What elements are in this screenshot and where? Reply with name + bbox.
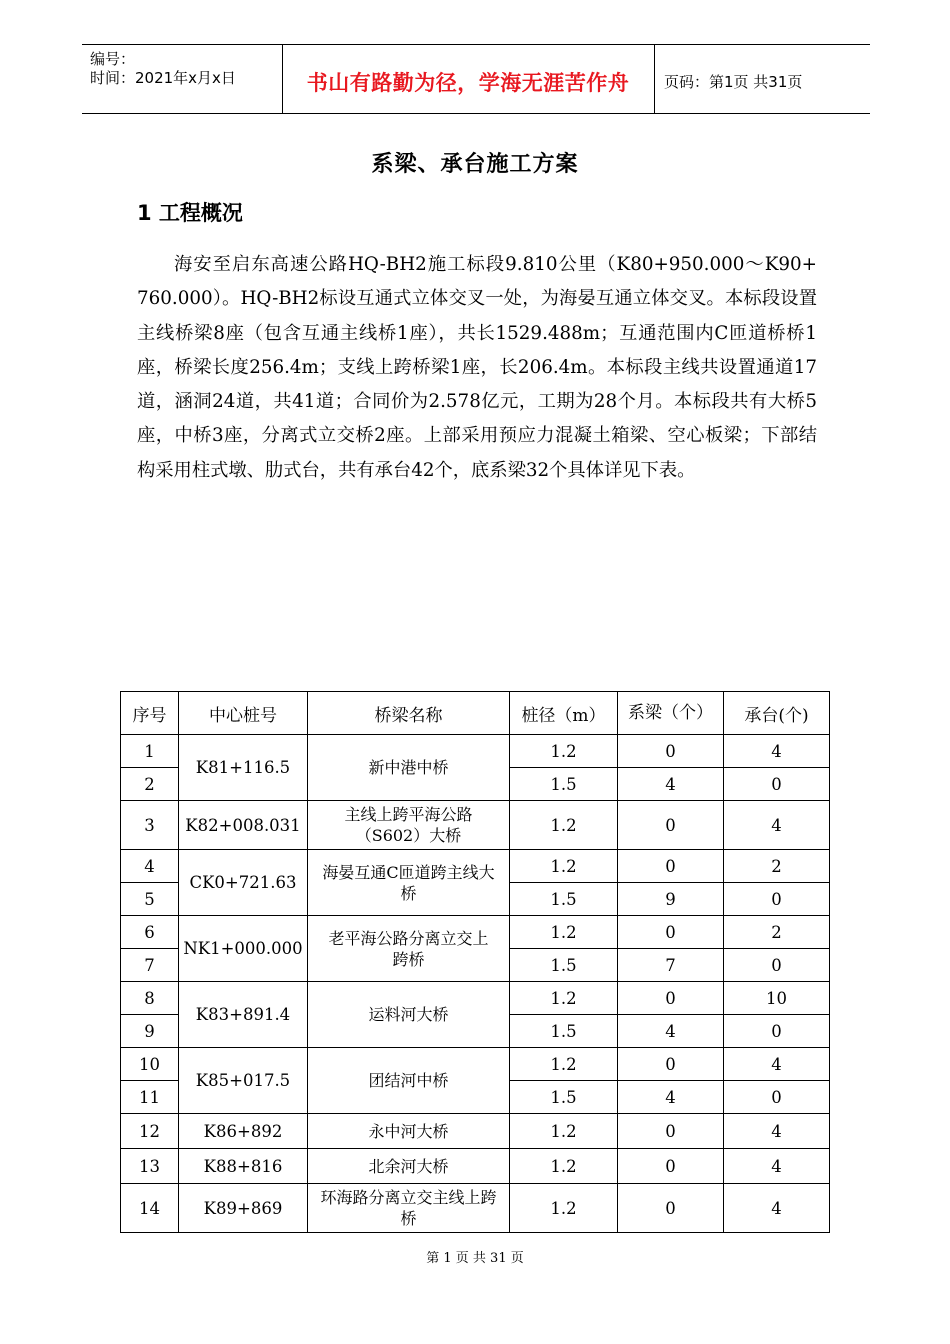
cell-cap: 0 bbox=[724, 1081, 830, 1114]
cell-bridge-name bbox=[308, 1184, 510, 1233]
cell-cap: 0 bbox=[724, 1015, 830, 1048]
cell-diameter: 1.5 bbox=[510, 768, 618, 801]
cell-diameter: 1.2 bbox=[510, 801, 618, 850]
header-cell-no: 序号 bbox=[121, 692, 179, 735]
cell-bridge-name bbox=[308, 916, 510, 982]
table-row bbox=[121, 982, 830, 1015]
cell-diameter: 1.5 bbox=[510, 883, 618, 916]
cell-beam: 4 bbox=[618, 1081, 724, 1114]
header-slogan-cell bbox=[282, 45, 655, 113]
cell-no: 6 bbox=[121, 916, 179, 949]
cell-station: K86+892 bbox=[179, 1114, 308, 1149]
cell-bridge-name: 北余河大桥 bbox=[308, 1149, 510, 1184]
header-cell-diameter: 桩径（m） bbox=[510, 692, 618, 735]
cell-cap: 2 bbox=[724, 916, 830, 949]
cell-station: K85+017.5 bbox=[179, 1048, 308, 1114]
cell-cap: 0 bbox=[724, 768, 830, 801]
cell-cap: 10 bbox=[724, 982, 830, 1015]
cell-diameter: 1.2 bbox=[510, 916, 618, 949]
cell-no: 2 bbox=[121, 768, 179, 801]
bridge-name-text: 环海路分离立交主线上跨桥 bbox=[320, 1188, 497, 1228]
cell-diameter: 1.5 bbox=[510, 1081, 618, 1114]
document-title: 系梁、承台施工方案 bbox=[371, 152, 579, 177]
cell-no: 1 bbox=[121, 735, 179, 768]
cell-diameter: 1.2 bbox=[510, 1114, 618, 1149]
cell-diameter: 1.2 bbox=[510, 1184, 618, 1233]
table-row bbox=[121, 1184, 830, 1233]
cell-beam: 0 bbox=[618, 982, 724, 1015]
header-cell-name: 桥梁名称 bbox=[308, 692, 510, 735]
header-cell-cap: 承台(个) bbox=[724, 692, 830, 735]
section-title: 1 工程概况 bbox=[137, 201, 243, 225]
cell-beam: 0 bbox=[618, 1184, 724, 1233]
cell-diameter: 1.5 bbox=[510, 949, 618, 982]
cell-diameter: 1.2 bbox=[510, 1048, 618, 1081]
table-row bbox=[121, 1048, 830, 1081]
cell-cap: 4 bbox=[724, 1114, 830, 1149]
cell-bridge-name: 运料河大桥 bbox=[308, 982, 510, 1048]
cell-cap: 0 bbox=[724, 949, 830, 982]
cell-beam: 0 bbox=[618, 850, 724, 883]
page-info: 页码：第1页 共31页 bbox=[664, 73, 803, 91]
cell-no: 12 bbox=[121, 1114, 179, 1149]
cell-cap: 4 bbox=[724, 735, 830, 768]
slogan: 书山有路勤为径，学海无涯苦作舟 bbox=[306, 71, 630, 95]
cell-diameter: 1.2 bbox=[510, 982, 618, 1015]
cell-diameter: 1.2 bbox=[510, 850, 618, 883]
table-header-row bbox=[121, 692, 830, 735]
cell-beam: 0 bbox=[618, 1149, 724, 1184]
cell-no: 14 bbox=[121, 1184, 179, 1233]
cell-beam: 9 bbox=[618, 883, 724, 916]
cell-bridge-name bbox=[308, 850, 510, 916]
cell-no: 11 bbox=[121, 1081, 179, 1114]
cell-bridge-name: 永中河大桥 bbox=[308, 1114, 510, 1149]
serial-label: 编号： bbox=[90, 50, 136, 68]
cell-no: 7 bbox=[121, 949, 179, 982]
header-cell-beam: 系梁（个） bbox=[618, 692, 724, 735]
cell-beam: 0 bbox=[618, 1114, 724, 1149]
cell-beam: 0 bbox=[618, 735, 724, 768]
cell-beam: 7 bbox=[618, 949, 724, 982]
cell-no: 9 bbox=[121, 1015, 179, 1048]
cell-cap: 4 bbox=[724, 1149, 830, 1184]
cell-diameter: 1.5 bbox=[510, 1015, 618, 1048]
cell-no: 10 bbox=[121, 1048, 179, 1081]
cell-no: 3 bbox=[121, 801, 179, 850]
cell-beam: 4 bbox=[618, 1015, 724, 1048]
page-footer: 第 1 页 共 31 页 bbox=[426, 1251, 524, 1266]
cell-station: K89+869 bbox=[179, 1184, 308, 1233]
cell-cap: 2 bbox=[724, 850, 830, 883]
overview-paragraph: 海安至启东高速公路HQ-BH2施工标段9.810公里（K80+950.000～K90+ 760.000）。HQ-BH2标设互通式立体交叉一处，为海晏互通立体交叉。本标段设置主线桥梁8座（包含互通主线桥1座），共长1529.488m；互通范围内C匝道桥桥1座，桥梁长度256.4m；支线上跨桥梁1座，长206.4m。本标段主线共设置通道17道，涵洞24道，共41道；合同价为2.578亿元，工期为28个月。本标段共有大桥5座，中桥3座，分离式立交桥2座。上部采用预应力混凝土箱梁、空心板梁；下部结构采用柱式墩、肋式台，共有承台42个，底系梁32个具体详见下表。 bbox=[137, 254, 817, 481]
cell-bridge-name: 团结河中桥 bbox=[308, 1048, 510, 1114]
cell-no: 5 bbox=[121, 883, 179, 916]
table-row bbox=[121, 735, 830, 768]
date-text: 时间：2021年x月x日 bbox=[90, 69, 236, 87]
header-info-cell bbox=[82, 45, 283, 113]
table-row bbox=[121, 916, 830, 949]
cell-station: K81+116.5 bbox=[179, 735, 308, 801]
cell-cap: 4 bbox=[724, 1048, 830, 1081]
cell-beam: 0 bbox=[618, 801, 724, 850]
bridge-name-text: 主线上跨平海公路（S602）大桥 bbox=[344, 805, 473, 845]
bridge-name-text: 老平海公路分离立交上跨桥 bbox=[328, 928, 489, 969]
header-cell-station: 中心桩号 bbox=[179, 692, 308, 735]
cell-diameter: 1.2 bbox=[510, 1149, 618, 1184]
cell-cap: 0 bbox=[724, 883, 830, 916]
table-row bbox=[121, 1114, 830, 1149]
page-header bbox=[82, 44, 870, 114]
header-page-cell bbox=[654, 45, 870, 113]
cell-beam: 0 bbox=[618, 916, 724, 949]
cell-bridge-name bbox=[308, 801, 510, 850]
cell-station: K83+891.4 bbox=[179, 982, 308, 1048]
cell-diameter: 1.2 bbox=[510, 735, 618, 768]
cell-bridge-name: 新中港中桥 bbox=[308, 735, 510, 801]
cell-beam: 4 bbox=[618, 768, 724, 801]
cell-station: NK1+000.000 bbox=[179, 916, 308, 982]
cell-no: 8 bbox=[121, 982, 179, 1015]
bridge-name-text: 海晏互通C匝道跨主线大桥 bbox=[322, 862, 495, 903]
table-row bbox=[121, 801, 830, 850]
cell-station: K88+816 bbox=[179, 1149, 308, 1184]
cell-beam: 0 bbox=[618, 1048, 724, 1081]
table-row bbox=[121, 850, 830, 883]
cell-cap: 4 bbox=[724, 1184, 830, 1233]
cell-station: K82+008.031 bbox=[179, 801, 308, 850]
cell-no: 13 bbox=[121, 1149, 179, 1184]
cell-no: 4 bbox=[121, 850, 179, 883]
cell-station: CK0+721.63 bbox=[179, 850, 308, 916]
bridge-table bbox=[120, 691, 830, 1233]
table-row bbox=[121, 1149, 830, 1184]
cell-cap: 4 bbox=[724, 801, 830, 850]
